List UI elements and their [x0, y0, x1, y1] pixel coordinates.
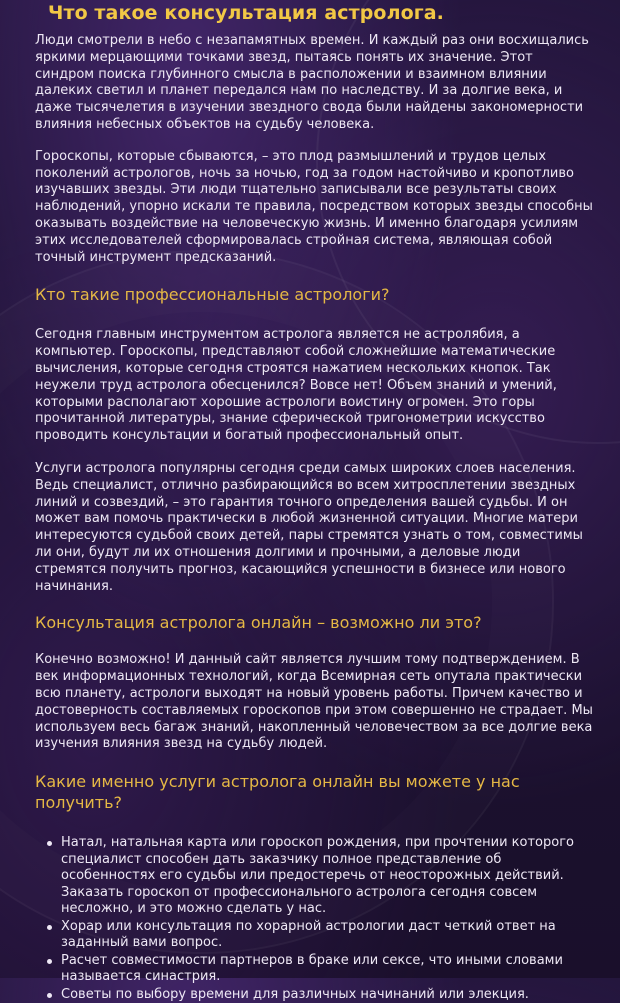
- professional-paragraph-2: Услуги астролога популярны сегодня среди самых широких слоев населения. Ведь специалист, отлично разбирающийся во всем хитросплетении звездных линий и созвездий, – это гарантия точного определения вашей судьбы. И он может вам помочь практически в любой жизненной ситуации. Многие матери интересуются судьбой своих детей, пары стремятся узнать о том, совместимы ли они, будут ли их отношения долгими и прочными, а деловые люди стремятся получить прогноз, касающийся успешности в бизнесе или нового начинания.: [35, 460, 583, 594]
- intro-paragraph-1: Люди смотрели в небо с незапамятных времен. И каждый раз они восхищались яркими мерцающими точками звезд, пытаясь понять их значение. Этот синдром поиска глубинного смысла в расположении и взаимном влиянии далеких светил и планет передался нам по наследству. И за долгие века, и даже тысячелетия в изучении звездного свода были найдены закономерности влияния небесных объектов на судьбу человека.: [35, 33, 589, 132]
- section-heading-professional: Кто такие профессиональные астрологи?: [35, 285, 390, 305]
- list-item: [61, 835, 595, 918]
- section-heading-online: Консультация астролога онлайн – возможно ли это?: [35, 613, 482, 633]
- list-item: [61, 953, 595, 986]
- professional-paragraph-1: Сегодня главным инструментом астролога является не астролябия, а компьютер. Гороскопы, представляют собой сложнейшие математические вычисления, которые сегодня строятся нажатием нескольких кнопок. Так неужели труд астролога обесценился? Вовсе нет! Объем знаний и умений, которыми располагают хорошие астрологи воистину огромен. Это горы прочитанной литературы, знание сферической тригонометрии искусство проводить консультации и богатый профессиональный опыт.: [35, 327, 557, 444]
- bullet-icon: [47, 959, 52, 964]
- bullet-icon: [47, 841, 52, 846]
- online-paragraph: Конечно возможно! И данный сайт является лучшим тому подтверждением. В век информационных технологий, когда Всемирная сеть опутала практически всю планету, астрологи выходят на новый уровень работы. Причем качество и достоверность составляемых гороскопов при этом совершенно не страдает. Мы используем весь багаж знаний, накопленный человечеством за все долгие века изучения влияния звезд на судьбу людей.: [35, 652, 593, 752]
- section-heading-services: Какие именно услуги астролога онлайн вы можете у нас получить?: [35, 772, 520, 813]
- list-item: [61, 919, 595, 952]
- service-text: Хорар или консультация по хорарной астрологии даст четкий ответ на заданный вами вопрос.: [61, 918, 556, 951]
- list-item: [61, 987, 595, 1003]
- service-text: Расчет совместимости партнеров в браке или сексе, что иными словами называется синастрия.: [61, 952, 563, 985]
- article-title: Что такое консультация астролога.: [48, 2, 445, 24]
- service-text: Натал, натальная карта или гороскоп рождения, при прочтении которого специалист способен дать заказчику полное представление об особенностях его судьбы или предостеречь от неосторожных действий. Заказать гороскоп от профессионального астролога сегодня совсем несложно, и это можно сделать у нас.: [61, 835, 574, 917]
- bullet-icon: [47, 925, 52, 930]
- bullet-icon: [47, 993, 52, 998]
- service-text: Советы по выбору времени для различных начинаний или элекция.: [61, 986, 529, 1002]
- intro-paragraph-2: Гороскопы, которые сбываются, – это плод размышлений и трудов целых поколений астрологов, ночь за ночью, год за годом настойчиво и кропотливо изучавших звезды. Эти люди тщательно записывали все результаты своих наблюдений, упорно искали те правила, посредством которых звезды способны оказывать воздействие на человеческую жизнь. И именно благодаря усилиям этих исследователей сформировалась стройная система, являющая собой точный инструмент предсказаний.: [35, 148, 593, 265]
